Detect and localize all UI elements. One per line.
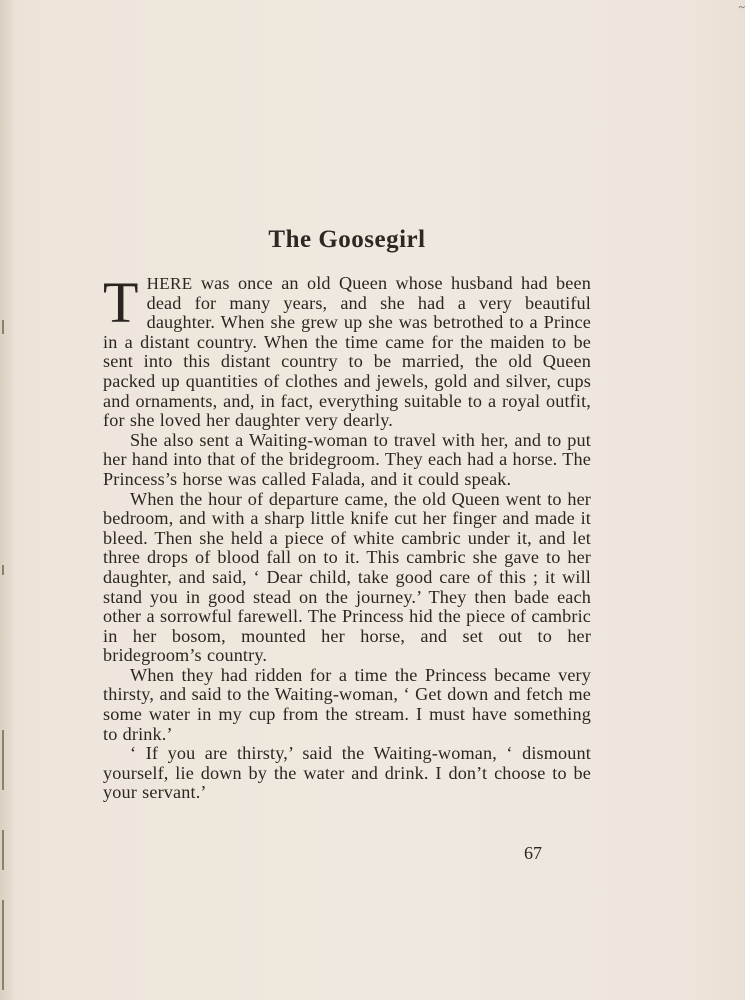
- book-page: [103, 226, 591, 803]
- paragraph-text: ‘ If you are thirsty,’ said the Waiting-woman, ‘ dismount yourself, lie down by the water and drink. I don’t choose to be your servant.’: [103, 743, 591, 803]
- small-caps-opening: HERE: [146, 274, 193, 293]
- paragraph-text: When the hour of departure came, the old Queen went to her bedroom, and with a sharp little knife cut her finger and made it bleed. Then she held a piece of white cambric under it, and let three drops of blood fall on to it. This cambric she gave to her daughter, and said, ‘ Dear child, take good care of this ; it will stand you in good stead on the journey.’ They then bade each other a sorrowful farewell. The Princess hid the piece of cambric in her bosom, mounted her horse, and set out to her bridegroom’s country.: [103, 488, 591, 666]
- paragraph: [103, 744, 591, 803]
- paragraph: [103, 666, 591, 744]
- paragraph-text: She also sent a Waiting-woman to travel with her, and to put her hand into that of the bridegroom. They each had a horse. The Princess’s horse was called Falada, and it could speak.: [103, 429, 591, 489]
- paragraph-text: was once an old Queen whose husband had been dead for many years, and she had a very beautiful daughter. When she grew up she was betrothed to a Prince in a distant country. When the time came for the maiden to be sent into this distant country to be married, the old Queen packed up quantities of clothes and jewels, gold and silver, cups and ornaments, and, in fact, everything suitable to a royal outfit, for she loved her daughter very dearly.: [103, 273, 591, 431]
- paragraph: [103, 431, 591, 490]
- paragraph-text: When they had ridden for a time the Princess became very thirsty, and said to the Waiting-woman, ‘ Get down and fetch me some water in my cup from the stream. I must have something to drink.’: [103, 664, 591, 744]
- drop-cap: T: [103, 270, 139, 335]
- paragraph: [103, 270, 591, 431]
- corner-mark: ~: [738, 0, 745, 14]
- chapter-title: The Goosegirl: [268, 226, 426, 253]
- binding-mark: [2, 730, 4, 790]
- binding-mark: [2, 900, 4, 990]
- binding-mark: [2, 830, 4, 870]
- binding-mark: [2, 320, 4, 334]
- paragraph: [103, 490, 591, 666]
- binding-mark: [2, 565, 4, 575]
- page-binding-edge: [0, 0, 14, 1000]
- page-number: 67: [524, 843, 542, 863]
